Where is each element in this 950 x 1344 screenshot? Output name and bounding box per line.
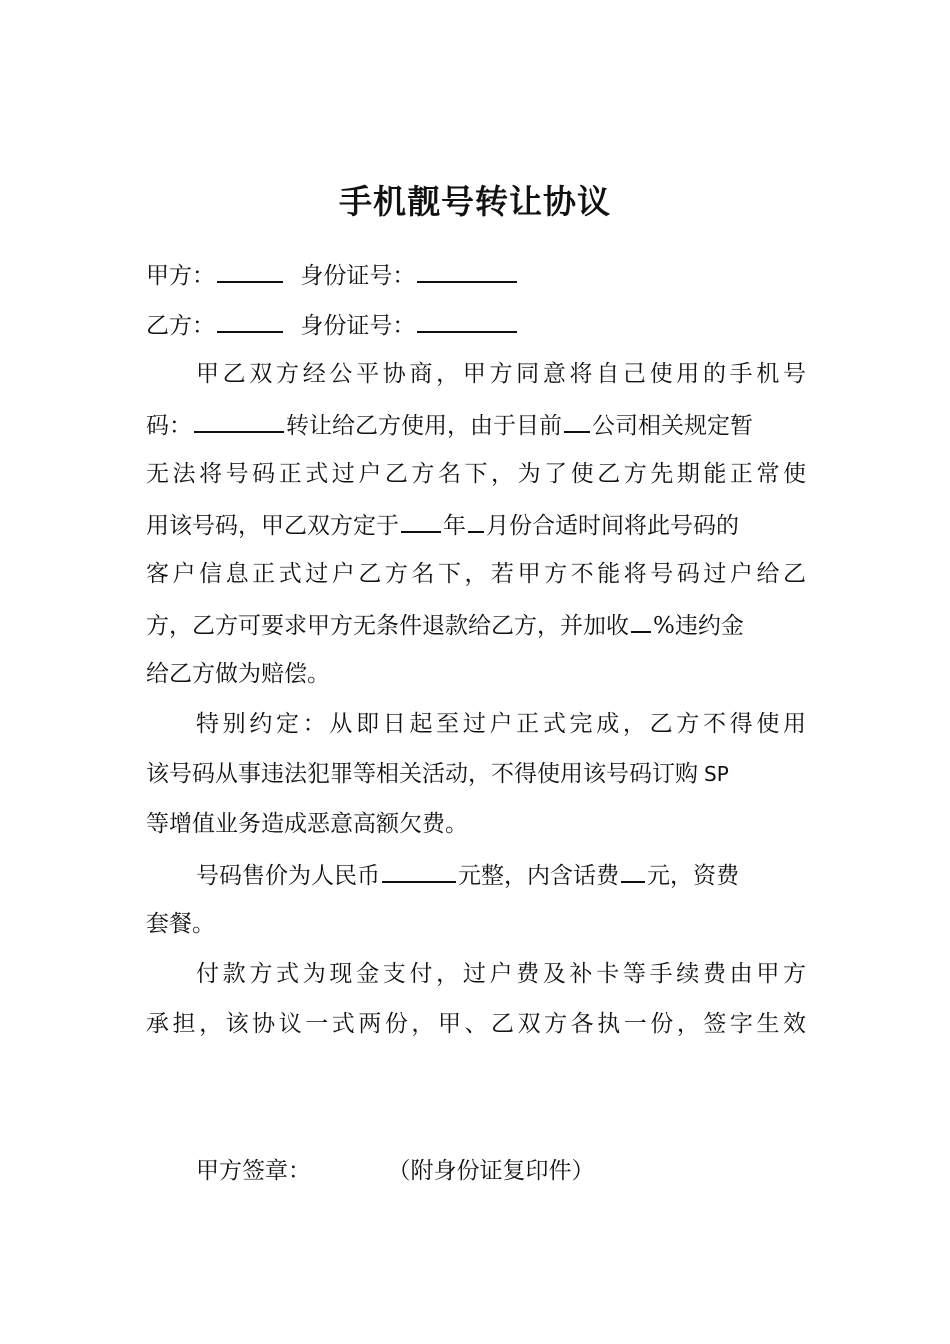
party-a-name-blank [217,259,283,283]
para3-line1 [196,859,806,891]
para1-text: 转让给乙方使用，由于目前 [286,413,562,439]
party-b-id-label: 身份证号： [300,313,416,339]
call-credit-blank [621,859,645,883]
party-a-line [146,259,806,291]
para1-line3: 无法将号码正式过户乙方名下，为了使乙方先期能正常使 [146,461,806,487]
para3-text: 元整，内含话费 [458,863,619,889]
para4-line1: 付款方式为现金支付，过户费及补卡等手续费由甲方 [196,961,806,987]
para1-text: 方，乙方可要求甲方无条件退款给乙方，并加收 [146,613,629,639]
para1-line2 [146,409,806,441]
para1-line6 [146,609,806,641]
para4-line2: 承担，该协议一式两份，甲、乙双方各执一份，签字生效 [146,1011,806,1037]
year-blank [401,509,441,533]
month-blank [468,509,484,533]
para2-line3: 等增值业务造成恶意高额欠费。 [146,811,468,837]
party-b-label: 乙方： [146,313,215,339]
para2-line1: 特别约定：从即日起至过户正式完成，乙方不得使用 [196,711,806,737]
para1-text: 码： [146,413,192,439]
party-a-signature-label: 甲方签章： [196,1158,311,1184]
phone-number-blank [194,409,284,433]
document-title: 手机靓号转让协议 [339,182,611,221]
party-a-id-label: 身份证号： [300,263,416,289]
party-b-line [146,309,806,341]
party-a-id-blank [417,259,517,283]
price-blank [382,859,456,883]
para3-text: 号码售价为人民币 [196,863,380,889]
para1-line7: 给乙方做为赔偿。 [146,661,330,687]
para3-line2: 套餐。 [146,911,215,937]
company-blank [564,409,590,433]
para1-text: 年 [443,513,466,539]
para3-text: 元，资费 [647,863,739,889]
para1-text: %违约金 [653,613,744,639]
para1-text: 公司相关规定暂 [592,413,753,439]
para1-line4 [146,509,806,541]
para1-text: 月份合适时间将此号码的 [486,513,739,539]
para1-line5: 客户信息正式过户乙方名下，若甲方不能将号码过户给乙 [146,561,806,587]
para2-text: 该号码从事违法犯罪等相关活动，不得使用该号码订购 [146,761,698,787]
penalty-percent-blank [631,609,651,633]
party-a-label: 甲方： [146,263,215,289]
party-b-name-blank [217,309,283,333]
party-b-id-blank [417,309,517,333]
signature-line [196,1156,806,1186]
id-copy-note: （附身份证复印件） [399,1158,595,1184]
para2-line2 [146,759,806,789]
para1-line1: 甲乙双方经公平协商，甲方同意将自己使用的手机号 [196,361,806,387]
sp-text: SP [704,762,729,786]
para1-text: 用该号码，甲乙双方定于 [146,513,399,539]
